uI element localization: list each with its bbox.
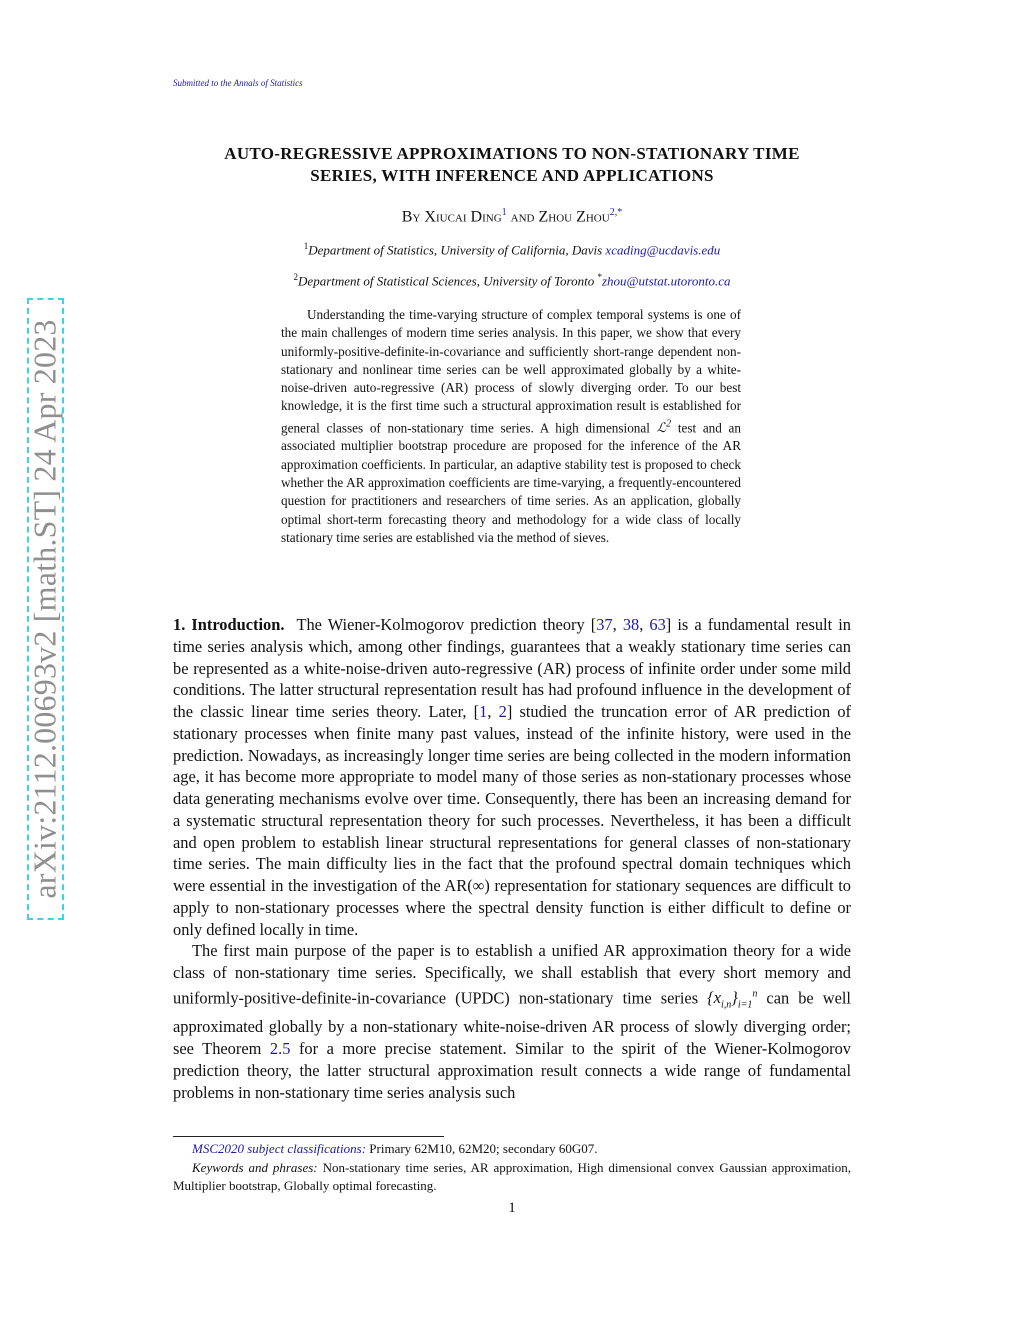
author-1-name: Xiucai Ding xyxy=(424,208,502,226)
abstract xyxy=(281,306,741,547)
author-1-affil-link[interactable]: 1 xyxy=(501,207,507,218)
affiliation-2-email-marker: * xyxy=(597,272,602,282)
citation-link[interactable]: 2 xyxy=(498,702,507,721)
section-heading: 1. Introduction. xyxy=(173,615,285,634)
paper-title xyxy=(173,143,851,187)
keywords-label: Keywords and phrases: xyxy=(192,1159,318,1175)
footnote-divider xyxy=(173,1136,444,1137)
affiliation-1 xyxy=(173,241,851,258)
msc-link[interactable]: MSC2020 subject classifications: xyxy=(192,1141,367,1156)
arxiv-identifier[interactable]: arXiv:2112.00693v2 [math.ST] 24 Apr 2023 xyxy=(26,319,63,899)
page-number: 1 xyxy=(508,1200,516,1216)
author-2-affil-link[interactable]: 2,* xyxy=(609,207,623,218)
keywords-footnote: Keywords and phrases: Non-stationary time series, AR approximation, High dimensional convex Gaussian approximation, Multiplier bootstrap, Globally optimal forecasting. xyxy=(173,1159,852,1193)
intro-paragraph-1: 1. Introduction. The Wiener-Kolmogorov prediction theory [37, 38, 63] is a fundamental result in time series analysis which, among other findings, guarantees that a weakly stationary time series can be represented as a white-noise-driven auto-regressive (AR) process of infinite order under some mild conditions. The latter structural representation result has had profound influence in the development of the classic linear time series theory. Later, [1, 2] studied the truncation error of AR prediction of stationary processes when finite many past values, instead of the infinite history, were used in the prediction. Nowadays, as increasingly longer time series are being collected in the modern information age, it has become more appropriate to model many of those series as non-stationary processes whose data generating mechanisms evolve over time. Consequently, there has been an increasing demand for a systematic structural representation theory for such processes. Nevertheless, it has been a difficult and open problem to establish linear structural representations for general classes of non-stationary time series. The main difficulty lies in the fact that the profound spectral domain techniques which were essential in the investigation of the AR(∞) representation for stationary sequences are difficult to apply to non-stationary processes where the spectral density function is either difficult to define or only defined locally in time. xyxy=(173,615,851,939)
citation-link[interactable]: 38 xyxy=(622,615,640,634)
footnotes xyxy=(173,1140,851,1196)
intro-paragraph-2: The first main purpose of the paper is to establish a unified AR approximation theory for a wide class of non-stationary time series. Specifically, we shall establish that every short memory and uniformly-positive-definite-in-covariance (UPDC) non-stationary time series $\{x_{i,n}\}_{i=1}^n$ can be well approximated globally by a non-stationary white-noise-driven AR process of slowly diverging order; see Theorem 2.5 for a more precise statement. Similar to the spirit of the Wiener-Kolmogorov prediction theory, the latter structural approximation result connects a wide range of fundamental problems in non-stationary time series analysis such xyxy=(173,941,851,1102)
author-by: By xyxy=(401,208,421,226)
affiliation-2-email-link[interactable]: zhou@utstat.utoronto.ca xyxy=(601,273,731,289)
title-line-1: AUTO-REGRESSIVE APPROXIMATIONS TO NON-STATIONARY TIME xyxy=(224,144,800,163)
abstract-part-1: Understanding the time-varying structure of complex temporal systems is one of the main challenges of modern time series analysis. In this paper, we show that every uniformly-positive-definite-in-covariance and sufficiently short-range dependent non-stationary and nonlinear time series can be well approximated globally by a white-noise-driven auto-regressive (AR) process of slowly diverging order. To our best knowledge, it is the first time such a structural approximation result is established for general classes of non-stationary time series. A high dimensional xyxy=(281,307,741,436)
abstract-l2-symbol: ℒ$^2$ xyxy=(656,418,672,436)
introduction-section xyxy=(173,614,851,1103)
citation-link[interactable]: 1 xyxy=(479,702,488,721)
msc-footnote: MSC2020 subject classifications: Primary 62M10, 62M20; secondary 60G07. xyxy=(192,1141,598,1156)
theorem-link[interactable]: 2.5 xyxy=(269,1039,291,1058)
affiliation-2-marker: 2 xyxy=(293,272,299,282)
inline-math-series: $\{x_{i,n}\}_{i=1}^n$ xyxy=(707,988,758,1011)
abstract-part-2: test and an associated multiplier bootstrap procedure are proposed for the inference of the AR approximation coefficients. In particular, an adaptive stability test is proposed to check whether the AR approximation coefficients are time-varying, a frequently-encountered question for practitioners and researchers of time series. As an application, globally optimal short-term forecasting theory and methodology for a wide class of locally stationary time series are established via the method of sieves. xyxy=(281,420,742,545)
affiliation-2-text: Department of Statistical Sciences, University of Toronto xyxy=(298,273,595,289)
author-2-name: Zhou Zhou xyxy=(538,208,610,226)
author-and: and xyxy=(510,208,535,226)
citation-link[interactable]: 37 xyxy=(596,615,613,634)
affiliation-2 xyxy=(173,272,851,289)
title-line-2: SERIES, WITH INFERENCE AND APPLICATIONS xyxy=(310,166,714,185)
arxiv-stamp-border xyxy=(27,298,64,920)
journal-header-note[interactable]: Submitted to the Annals of Statistics xyxy=(173,78,303,88)
affiliation-1-text: Department of Statistics, University of California, Davis xyxy=(308,242,603,258)
affiliation-1-email-link[interactable]: xcading@ucdavis.edu xyxy=(605,242,721,258)
affiliation-1-marker: 1 xyxy=(303,241,309,251)
author-line xyxy=(173,207,851,226)
citation-link[interactable]: 63 xyxy=(649,615,666,634)
